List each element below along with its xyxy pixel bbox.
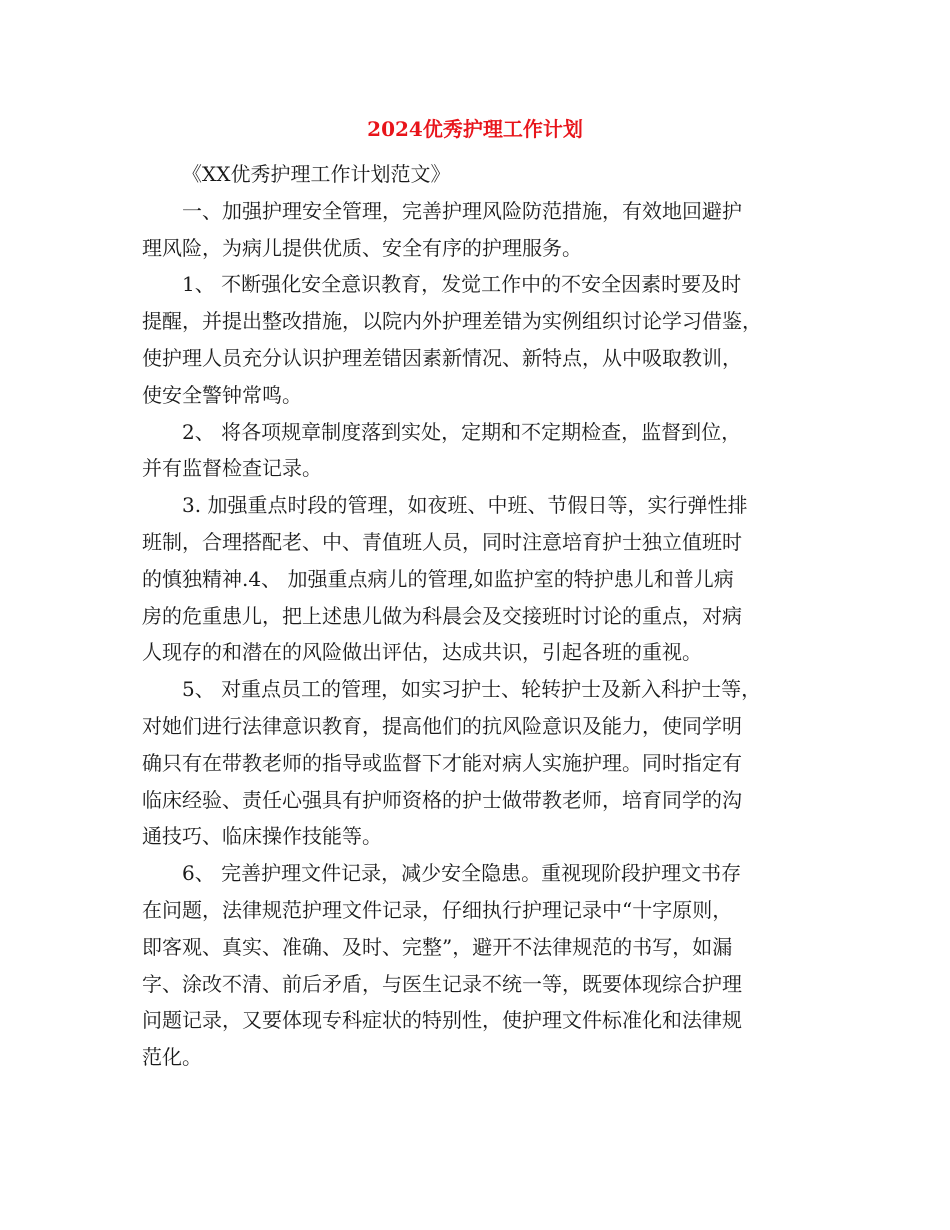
doc-line: 通技巧、临床操作技能等。 [142,824,382,849]
doc-line: 班制，合理搭配老、中、青值班人员，同时注意培育护士独立值班时 [142,529,742,554]
doc-line: 对她们进行法律意识教育，提高他们的抗风险意识及能力，使同学明 [142,713,742,738]
doc-line: 理风险，为病儿提供优质、安全有序的护理服务。 [142,235,582,260]
doc-line: 一、加强护理安全管理，完善护理风险防范措施，有效地回避护 [182,198,742,223]
doc-line: 提醒，并提出整改措施，以院内外护理差错为实例组织讨论学习借鉴， [142,309,762,334]
doc-line: 确只有在带教老师的指导或监督下才能对病人实施护理。同时指定有 [142,750,742,775]
doc-line: 《XX优秀护理工作计划范文》 [182,162,451,186]
document-body [142,156,810,1076]
doc-line: 范化。 [142,1045,202,1070]
doc-line: 使护理人员充分认识护理差错因素新情况、新特点，从中吸取教训， [142,345,742,370]
doc-line: 字、涂改不清、前后矛盾，与医生记录不统一等，既要体现综合护理 [142,971,742,996]
doc-line: 问题记录，又要体现专科症状的特别性，使护理文件标准化和法律规 [142,1008,742,1033]
doc-line: 并有监督检查记录。 [142,456,322,481]
doc-line: 临床经验、责任心强具有护师资格的护士做带教老师，培育同学的沟 [142,787,742,812]
document-title: 2024优秀护理工作计划 [367,117,583,141]
doc-line: 房的危重患儿，把上述患儿做为科晨会及交接班时讨论的重点，对病 [142,603,742,628]
doc-line: 2、 将各项规章制度落到实处，定期和不定期检查，监督到位， [182,419,742,444]
doc-line: 5、 对重点员工的管理，如实习护士、轮转护士及新入科护士等， [182,677,762,702]
doc-line: 3. 加强重点时段的管理，如夜班、中班、节假日等，实行弹性排 [182,493,748,518]
doc-line: 即客观、真实、准确、及时、完整”，避开不法律规范的书写，如漏 [142,934,733,959]
doc-line: 在问题，法律规范护理文件记录，仔细执行护理记录中“十字原则， [142,897,733,922]
doc-line: 1、 不断强化安全意识教育，发觉工作中的不安全因素时要及时 [182,272,742,297]
doc-line: 6、 完善护理文件记录，减少安全隐患。重视现阶段护理文书存 [182,861,742,886]
doc-line: 的慎独精神.4、 加强重点病儿的管理,如监护室的特护患儿和普儿病 [142,566,734,591]
doc-line: 人现存的和潜在的风险做出评估，达成共识，引起各班的重视。 [142,640,702,665]
doc-line: 使安全警钟常鸣。 [142,382,302,407]
